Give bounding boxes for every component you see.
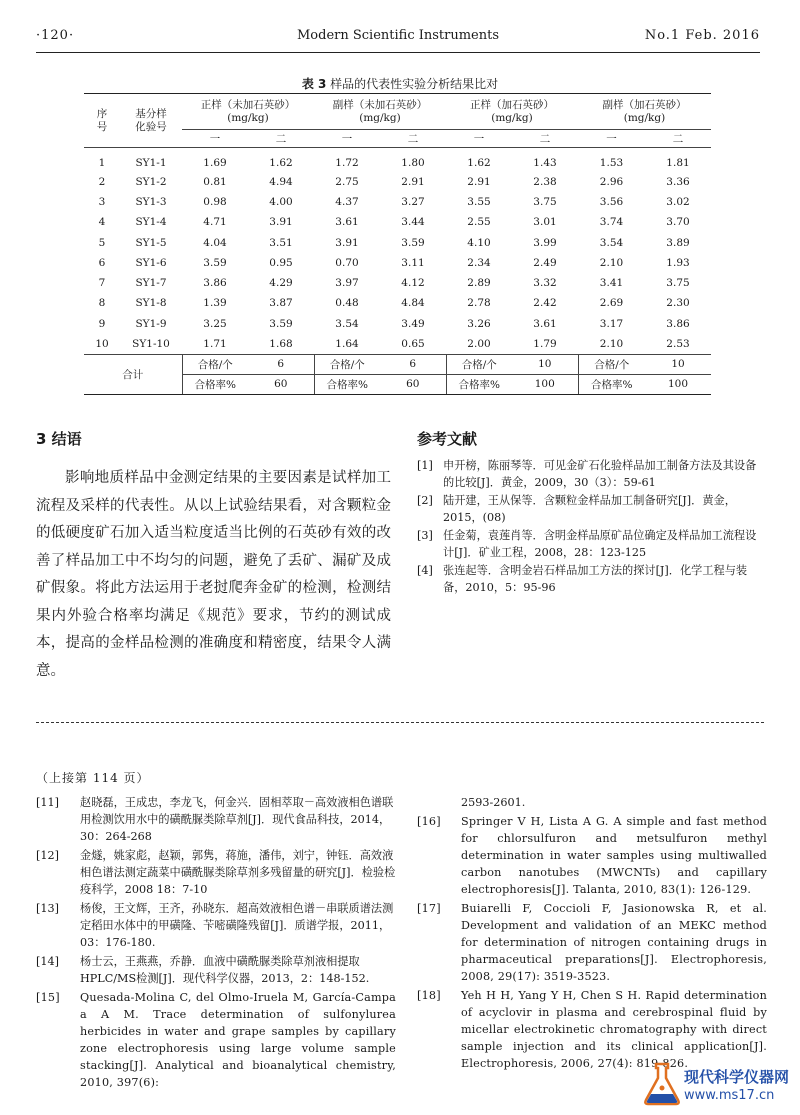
table-row (84, 273, 711, 293)
table-row (84, 148, 711, 172)
header-sub: 二 (380, 130, 446, 148)
sample-id: SY1-2 (135, 175, 167, 188)
header-sample: 基分样 化验号 (120, 94, 182, 148)
gold-value: 3.44 (401, 216, 425, 229)
reference-item (417, 562, 767, 596)
gold-value: 2.34 (467, 256, 491, 269)
gold-value: 1.93 (666, 256, 690, 269)
row-number: 5 (98, 236, 106, 249)
rate-value: 60 (380, 374, 446, 394)
gold-value: 1.39 (203, 297, 227, 310)
gold-value: 3.11 (401, 256, 425, 269)
count-value: 6 (380, 354, 446, 374)
gold-value: 3.91 (269, 216, 293, 229)
gold-value: 4.37 (335, 195, 359, 208)
row-number: 10 (84, 334, 120, 354)
count-label: 合格/个 (578, 354, 645, 374)
reference-text: 金燧，姚家彪，赵颖，郭隽，蒋施，潘伟，刘宁，钟钰．高效液相色谱法测定蔬菜中磺酰脲类除草剂多残留量的研究[J]．检验检疫科学，2008 18：7-10 (80, 849, 396, 896)
row-number: 9 (98, 317, 106, 330)
reference-text: 申开榜，陈丽琴等．可见金矿石化验样品加工制备方法及其设备的比较[J]．黄金，2009，30（3）：59-61 (443, 459, 757, 489)
gold-value: 2.38 (533, 175, 557, 188)
gold-value: 3.75 (533, 195, 557, 208)
comparison-table (84, 93, 711, 395)
gold-value: 4.10 (467, 236, 491, 249)
gold-value: 2.91 (467, 175, 491, 188)
gold-value: 3.27 (401, 195, 425, 208)
reference-number: [13] (36, 902, 59, 915)
row-number: 7 (98, 277, 106, 290)
row-number: 1 (98, 156, 106, 169)
reference-text: 杨俊，王文辉，王齐，孙晓东．超高效液相色谱－串联质谱法测定稻田水体中的甲磺隆、苄嘧磺隆残留[J]．质谱学报，2011，03：176-180. (80, 902, 394, 949)
reference-text: Buiarelli F, Coccioli F, Jasionowska R, et al. Development and validation of an MEKC method for determination of nitrogen containing drugs in pharmaceutical preparations[J]. Electrophoresis, 2008, 29(17): 3519-3523. (461, 902, 767, 983)
rate-value: 100 (645, 374, 711, 394)
table-row (84, 172, 711, 192)
table-row (84, 212, 711, 232)
continued-note: （上接第 114 页） (36, 771, 150, 785)
sample-id: SY1-8 (135, 297, 167, 310)
rate-label: 合格率% (446, 374, 512, 394)
sample-id: SY1-9 (135, 317, 167, 330)
reference-number: [16] (417, 815, 441, 828)
site-watermark (640, 1060, 790, 1110)
gold-value: 3.59 (401, 236, 425, 249)
row-number: 3 (98, 195, 106, 208)
sample-id: SY1-6 (135, 256, 167, 269)
gold-value: 3.59 (269, 317, 293, 330)
gold-value: 2.49 (533, 256, 557, 269)
gold-value: 3.86 (666, 317, 690, 330)
gold-value: 3.74 (599, 216, 624, 229)
gold-value: 1.64 (314, 334, 380, 354)
gold-value: 3.51 (269, 236, 293, 249)
rate-label: 合格率% (314, 374, 380, 394)
gold-value: 2.10 (578, 334, 645, 354)
gold-value: 4.04 (203, 236, 227, 249)
header-group-1: 正样（未加石英砂） (mg/kg) (182, 94, 314, 130)
table-row (84, 232, 711, 252)
gold-value: 3.56 (599, 195, 624, 208)
gold-value: 2.00 (446, 334, 512, 354)
header-sub: 二 (248, 130, 314, 148)
reference-item (36, 989, 396, 1091)
reference-item (417, 813, 767, 898)
sample-id: SY1-1 (135, 156, 167, 169)
gold-value: 1.81 (666, 156, 690, 169)
reference-number: [18] (417, 989, 441, 1002)
page-number: ·120· (36, 28, 75, 43)
table-row (84, 253, 711, 273)
gold-value: 3.89 (666, 236, 690, 249)
gold-value: 0.98 (203, 195, 227, 208)
reference-number: [17] (417, 902, 441, 915)
row-number: 8 (98, 297, 106, 310)
sample-id: SY1-10 (120, 334, 182, 354)
section-heading: 3 结语 (36, 430, 82, 448)
gold-value: 2.96 (599, 175, 624, 188)
gold-value: 2.75 (335, 175, 359, 188)
gold-value: 3.54 (335, 317, 359, 330)
summary-label: 合计 (84, 354, 182, 394)
journal-name: Modern Scientific Instruments (296, 28, 500, 43)
gold-value: 0.65 (380, 334, 446, 354)
gold-value: 4.00 (269, 195, 293, 208)
gold-value: 3.02 (666, 195, 690, 208)
reference-text: 陆开建，王从保等．含颗粒金样品加工制备研究[J]．黄金，2015，(08) (443, 494, 736, 524)
header-group-4: 副样（加石英砂） (mg/kg) (578, 94, 711, 130)
row-number: 2 (98, 175, 106, 188)
gold-value: 2.91 (401, 175, 425, 188)
gold-value: 1.69 (203, 156, 227, 169)
reference-continuation: 2593-2601. (461, 796, 526, 809)
gold-value: 1.72 (335, 156, 359, 169)
sample-id: SY1-7 (135, 277, 167, 290)
reference-item (36, 847, 396, 898)
references-heading: 参考文献 (417, 430, 478, 448)
rate-value: 100 (512, 374, 578, 394)
reference-item (417, 457, 767, 491)
count-value: 6 (248, 354, 314, 374)
reference-number: [1] (417, 459, 433, 472)
gold-value: 2.30 (666, 297, 690, 310)
reference-text: 任金菊，袁莲肖等．含明金样品原矿品位确定及样品加工流程设计[J]．矿业工程，2008，28：123-125 (443, 529, 757, 559)
gold-value: 3.55 (467, 195, 491, 208)
reference-text: Yeh H H, Yang Y H, Chen S H. Rapid determination of acyclovir in plasma and cerebrospinal fluid by micellar electrokinetic chromatography with direct sample injection and its clinical application[J]. Electrophoresis, 2006, 27(4): 819-826. (461, 989, 767, 1070)
issue-info: No.1 Feb. 2016 (644, 28, 760, 43)
row-number: 4 (98, 216, 106, 229)
gold-value: 3.61 (335, 216, 359, 229)
watermark-url: www.ms17.cn (684, 1088, 775, 1103)
header-rule (36, 52, 760, 53)
gold-value: 2.10 (599, 256, 624, 269)
gold-value: 2.55 (467, 216, 491, 229)
header-seq: 序 号 (84, 94, 120, 148)
gold-value: 3.17 (599, 317, 624, 330)
header-group-2: 副样（未加石英砂） (mg/kg) (314, 94, 446, 130)
gold-value: 3.54 (599, 236, 624, 249)
reference-number: [2] (417, 494, 433, 507)
gold-value: 3.70 (666, 216, 690, 229)
continued-refs-right (417, 794, 767, 1074)
table-caption-text: 样品的代表性实验分析结果比对 (330, 77, 499, 91)
count-label: 合格/个 (314, 354, 380, 374)
rate-label: 合格率% (182, 374, 248, 394)
gold-value: 2.78 (467, 297, 491, 310)
gold-value: 2.53 (645, 334, 711, 354)
reference-item (36, 900, 396, 951)
gold-value: 3.75 (666, 277, 690, 290)
reference-item (417, 492, 767, 526)
gold-value: 1.71 (182, 334, 248, 354)
rate-label: 合格率% (578, 374, 645, 394)
count-value: 10 (645, 354, 711, 374)
watermark-title: 现代科学仪器网 (684, 1068, 790, 1086)
sample-id: SY1-4 (135, 216, 167, 229)
header-sub: 一 (578, 130, 645, 148)
reference-number: [15] (36, 991, 60, 1004)
reference-item (36, 794, 396, 845)
table-caption (0, 75, 800, 92)
gold-value: 3.36 (666, 175, 690, 188)
flask-logo-icon (640, 1060, 684, 1108)
conclusion-paragraph: 影响地质样品中金测定结果的主要因素是试样加工流程及采样的代表性。从以上试验结果看，对含颗粒金的低硬度矿石加入适当粒度适当比例的石英砂有效的改善了样品加工中不均匀的问题，避免了丢矿、漏矿及成矿假象。将此方法运用于老挝爬奔金矿的检测，检测结果内外验合格率均满足《规范》要求，节约的测试成本，提高的金样品检测的准确度和精密度，结果令人满意。 (36, 470, 391, 679)
gold-value: 0.70 (335, 256, 359, 269)
row-number: 6 (98, 256, 106, 269)
table-body (84, 148, 711, 355)
gold-value: 1.62 (269, 156, 293, 169)
table-row (84, 192, 711, 212)
gold-value: 0.95 (269, 256, 293, 269)
reference-number: [12] (36, 849, 59, 862)
reference-list (417, 457, 767, 597)
gold-value: 1.79 (512, 334, 578, 354)
reference-text: 赵晓磊，王成忠，李龙飞，何金兴．固相萃取－高效液相色谱联用检测饮用水中的磺酰脲类除草剂[J]．现代食品科技，2014，30：264-268 (80, 796, 394, 843)
gold-value: 4.12 (401, 277, 425, 290)
running-header (36, 28, 760, 50)
sample-id: SY1-5 (135, 236, 167, 249)
gold-value: 1.68 (248, 334, 314, 354)
gold-value: 3.49 (401, 317, 425, 330)
reference-number: [14] (36, 955, 59, 968)
gold-value: 3.87 (269, 297, 293, 310)
reference-number: [11] (36, 796, 59, 809)
gold-value: 3.61 (533, 317, 557, 330)
gold-value: 2.89 (467, 277, 491, 290)
reference-item (417, 527, 767, 561)
continued-refs-left (36, 794, 396, 1093)
header-sub: 一 (314, 130, 380, 148)
table-caption-label: 表 3 (301, 77, 327, 91)
table-row (84, 293, 711, 313)
gold-value: 3.97 (335, 277, 359, 290)
reference-text: Springer V H, Lista A G. A simple and fast method for chlorsulfuron and metsulfuron methyl determination in water samples using multiwalled carbon nanotubes (MWCNTs) and capillary electrophoresis[J]. Talanta, 2010, 83(1): 126-129. (461, 815, 767, 896)
gold-value: 1.53 (599, 156, 624, 169)
header-sub: 二 (512, 130, 578, 148)
gold-value: 2.69 (599, 297, 624, 310)
table-row (84, 314, 711, 334)
table-row (84, 334, 711, 354)
gold-value: 3.01 (533, 216, 557, 229)
gold-value: 3.91 (335, 236, 359, 249)
gold-value: 3.99 (533, 236, 557, 249)
gold-value: 2.42 (533, 297, 557, 310)
header-group-3: 正样（加石英砂） (mg/kg) (446, 94, 578, 130)
gold-value: 3.86 (203, 277, 227, 290)
reference-text: 杨士云，王燕燕，乔静．血液中磺酰脲类除草剂液相提取HPLC/MS检测[J]．现代科学仪器，2013，2：148-152. (80, 955, 370, 985)
table-summary (84, 354, 711, 394)
gold-value: 4.94 (269, 175, 293, 188)
gold-value: 3.25 (203, 317, 227, 330)
gold-value: 1.80 (401, 156, 425, 169)
header-sub: 二 (645, 130, 711, 148)
dashed-divider (36, 722, 764, 723)
rate-value: 60 (248, 374, 314, 394)
header-sub: 一 (446, 130, 512, 148)
reference-text: Quesada-Molina C, del Olmo-Iruela M, García-Campa a A M. Trace determination of sulfonylurea herbicides in water and grape samples by capillary zone electrophoresis using large volume sample stacking[J]. Analytical and bioanalytical chemistry, 2010, 397(6): (80, 991, 396, 1089)
gold-value: 0.48 (335, 297, 359, 310)
sample-id: SY1-3 (135, 195, 167, 208)
reference-text: 张连起等．含明金岩石样品加工方法的探讨[J]．化学工程与装备，2010，5：95-96 (443, 564, 748, 594)
gold-value: 4.71 (203, 216, 227, 229)
gold-value: 3.32 (533, 277, 557, 290)
gold-value: 1.43 (533, 156, 557, 169)
gold-value: 3.26 (467, 317, 491, 330)
count-label: 合格/个 (182, 354, 248, 374)
header-sub: 一 (182, 130, 248, 148)
gold-value: 4.84 (401, 297, 425, 310)
reference-number: [3] (417, 529, 433, 542)
reference-number: [4] (417, 564, 433, 577)
gold-value: 1.62 (467, 156, 491, 169)
count-label: 合格/个 (446, 354, 512, 374)
gold-value: 4.29 (269, 277, 293, 290)
gold-value: 0.81 (203, 175, 227, 188)
count-value: 10 (512, 354, 578, 374)
reference-item (36, 953, 396, 987)
gold-value: 3.59 (203, 256, 227, 269)
reference-item (417, 900, 767, 985)
gold-value: 3.41 (599, 277, 624, 290)
